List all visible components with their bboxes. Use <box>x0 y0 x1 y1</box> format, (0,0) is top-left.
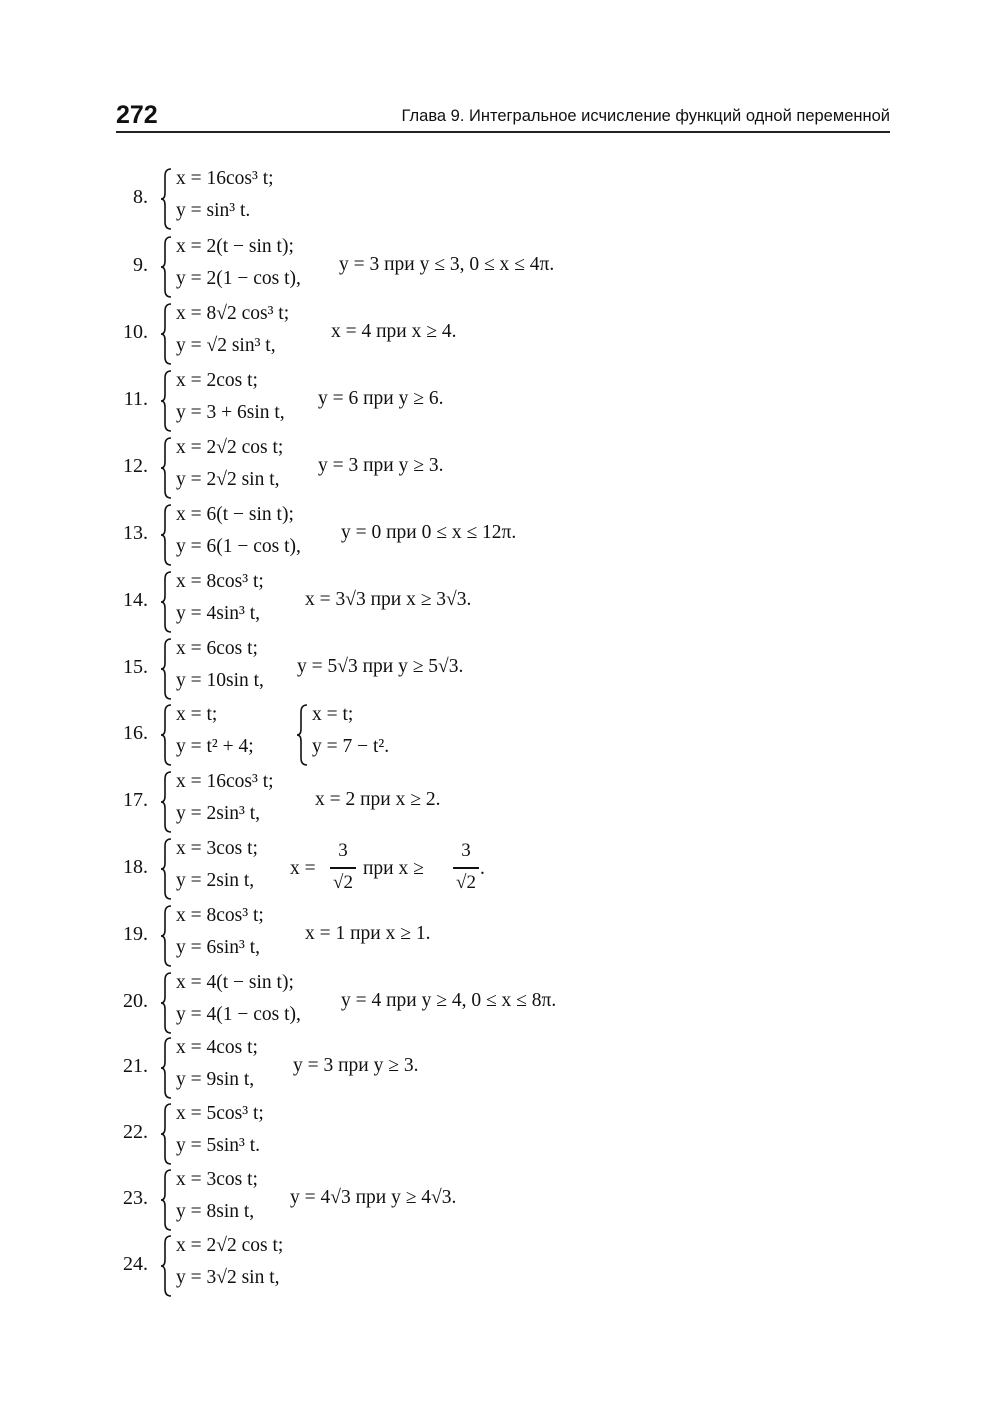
condition: x = 3√3 при x ≥ 3√3. <box>305 589 472 610</box>
y-equation: y = t² + 4; <box>176 736 254 757</box>
brace-icon <box>160 168 172 230</box>
y-equation: y = 2(1 − cos t), <box>176 268 301 289</box>
second-equation-system <box>296 704 446 766</box>
brace-icon <box>160 236 172 298</box>
problem-number: 15. <box>123 656 148 678</box>
brace-icon <box>160 370 172 432</box>
problem-item <box>110 370 670 432</box>
x-equation: x = 4(t − sin t); <box>176 972 294 993</box>
x-equation: x = 8√2 cos³ t; <box>176 303 290 324</box>
equation-system <box>160 504 330 566</box>
problem-item <box>110 168 670 230</box>
problem-item <box>110 504 670 566</box>
problem-item <box>110 303 670 365</box>
problem-number: 16. <box>123 722 148 744</box>
brace-icon <box>160 1103 172 1165</box>
condition: y = 3 при y ≥ 3. <box>293 1055 419 1076</box>
condition: x = 2 при x ≥ 2. <box>315 789 441 810</box>
problem-number: 11. <box>123 388 148 410</box>
x-equation: x = t; <box>312 704 354 725</box>
chapter-title: Глава 9. Интегральное исчисление функций одной переменной <box>401 107 890 125</box>
condition-end: . <box>480 858 485 879</box>
y-equation: y = 10sin t, <box>176 670 264 691</box>
condition: y = 4 при y ≥ 4, 0 ≤ x ≤ 8π. <box>341 990 557 1011</box>
x-equation: x = 16cos³ t; <box>176 168 274 189</box>
problem-item <box>110 1037 670 1099</box>
problem-item <box>110 905 670 967</box>
brace-icon <box>160 704 172 766</box>
y-equation: y = sin³ t. <box>176 200 251 221</box>
problem-number: 17. <box>123 789 148 811</box>
brace-icon <box>160 638 172 700</box>
page-header <box>116 100 890 132</box>
x-equation: x = 2√2 cos t; <box>176 1235 284 1256</box>
problem-item <box>110 437 670 499</box>
problem-number: 22. <box>123 1121 148 1143</box>
problem-number: 24. <box>123 1253 148 1275</box>
brace-icon <box>160 1169 172 1231</box>
x-equation: x = 3cos t; <box>176 1169 258 1190</box>
page-number: 272 <box>116 101 158 129</box>
condition-middle: при x ≥ <box>363 858 424 879</box>
y-equation: y = 2√2 sin t, <box>176 469 280 490</box>
x-equation: x = 6cos t; <box>176 638 258 659</box>
problem-item <box>110 638 670 700</box>
equation-system <box>160 168 330 230</box>
y-equation: y = 4sin³ t, <box>176 603 261 624</box>
x-equation: x = 5cos³ t; <box>176 1103 264 1124</box>
y-equation: y = 9sin t, <box>176 1069 255 1090</box>
problem-item <box>110 1169 670 1231</box>
condition: y = 5√3 при y ≥ 5√3. <box>297 656 464 677</box>
brace-icon <box>160 571 172 633</box>
y-equation: y = 5sin³ t. <box>176 1135 261 1156</box>
brace-icon <box>160 771 172 833</box>
brace-icon <box>160 303 172 365</box>
y-equation: y = 2sin³ t, <box>176 803 261 824</box>
y-equation: y = 7 − t². <box>312 736 390 757</box>
fraction-denominator: √2 <box>456 872 476 893</box>
brace-icon <box>160 504 172 566</box>
y-equation: y = 4(1 − cos t), <box>176 1004 301 1025</box>
fraction-condition <box>290 838 510 900</box>
problem-number: 8. <box>133 186 148 208</box>
y-equation: y = 8sin t, <box>176 1201 255 1222</box>
condition: y = 4√3 при y ≥ 4√3. <box>290 1187 457 1208</box>
x-equation: x = 2(t − sin t); <box>176 236 294 257</box>
problem-item <box>110 704 670 766</box>
problem-item <box>110 1235 670 1297</box>
x-equation: x = 2cos t; <box>176 370 258 391</box>
problem-number: 12. <box>123 455 148 477</box>
y-equation: y = 3√2 sin t, <box>176 1267 280 1288</box>
problem-number: 13. <box>123 522 148 544</box>
fraction-bar <box>453 867 479 869</box>
fraction-bar <box>330 867 356 869</box>
condition: y = 3 при y ≥ 3. <box>318 455 444 476</box>
x-equation: x = 2√2 cos t; <box>176 437 284 458</box>
equation-system <box>160 972 330 1034</box>
condition: x = 1 при x ≥ 1. <box>305 923 431 944</box>
problem-number: 23. <box>123 1187 148 1209</box>
equation-system <box>160 1235 330 1297</box>
problem-number: 14. <box>123 589 148 611</box>
fraction-numerator: 3 <box>338 840 348 861</box>
x-equation: x = 4cos t; <box>176 1037 258 1058</box>
problem-number: 9. <box>133 254 148 276</box>
y-equation: y = 2sin t, <box>176 870 255 891</box>
fraction-numerator: 3 <box>461 840 471 861</box>
problem-number: 19. <box>123 923 148 945</box>
x-equation: x = 3cos t; <box>176 838 258 859</box>
condition-lhs: x = <box>290 858 316 879</box>
brace-icon <box>160 437 172 499</box>
problem-number: 18. <box>123 856 148 878</box>
equation-system <box>160 370 330 432</box>
equation-system <box>160 303 330 365</box>
brace-icon <box>160 838 172 900</box>
fraction-denominator: √2 <box>333 872 353 893</box>
problem-number: 20. <box>123 990 148 1012</box>
x-equation: x = t; <box>176 704 218 725</box>
brace-icon <box>160 905 172 967</box>
problem-number: 10. <box>123 321 148 343</box>
x-equation: x = 16cos³ t; <box>176 771 274 792</box>
problem-item <box>110 771 670 833</box>
condition: y = 3 при y ≤ 3, 0 ≤ x ≤ 4π. <box>339 254 555 275</box>
equation-system <box>160 771 330 833</box>
brace-icon <box>160 1235 172 1297</box>
brace-icon <box>160 1037 172 1099</box>
problem-item <box>110 236 670 298</box>
x-equation: x = 6(t − sin t); <box>176 504 294 525</box>
condition: y = 0 при 0 ≤ x ≤ 12π. <box>341 522 517 543</box>
header-rule <box>116 131 890 133</box>
equation-system <box>160 437 330 499</box>
x-equation: x = 8cos³ t; <box>176 571 264 592</box>
equation-system <box>160 236 330 298</box>
problem-item <box>110 838 670 900</box>
x-equation: x = 8cos³ t; <box>176 905 264 926</box>
condition: y = 6 при y ≥ 6. <box>318 388 444 409</box>
problem-item <box>110 972 670 1034</box>
y-equation: y = √2 sin³ t, <box>176 335 276 356</box>
problem-item <box>110 571 670 633</box>
brace-icon <box>296 704 308 766</box>
y-equation: y = 6sin³ t, <box>176 937 261 958</box>
y-equation: y = 3 + 6sin t, <box>176 402 285 423</box>
problem-number: 21. <box>123 1055 148 1077</box>
condition: x = 4 при x ≥ 4. <box>331 321 457 342</box>
brace-icon <box>160 972 172 1034</box>
problem-item <box>110 1103 670 1165</box>
equation-system <box>160 1103 330 1165</box>
y-equation: y = 6(1 − cos t), <box>176 536 301 557</box>
